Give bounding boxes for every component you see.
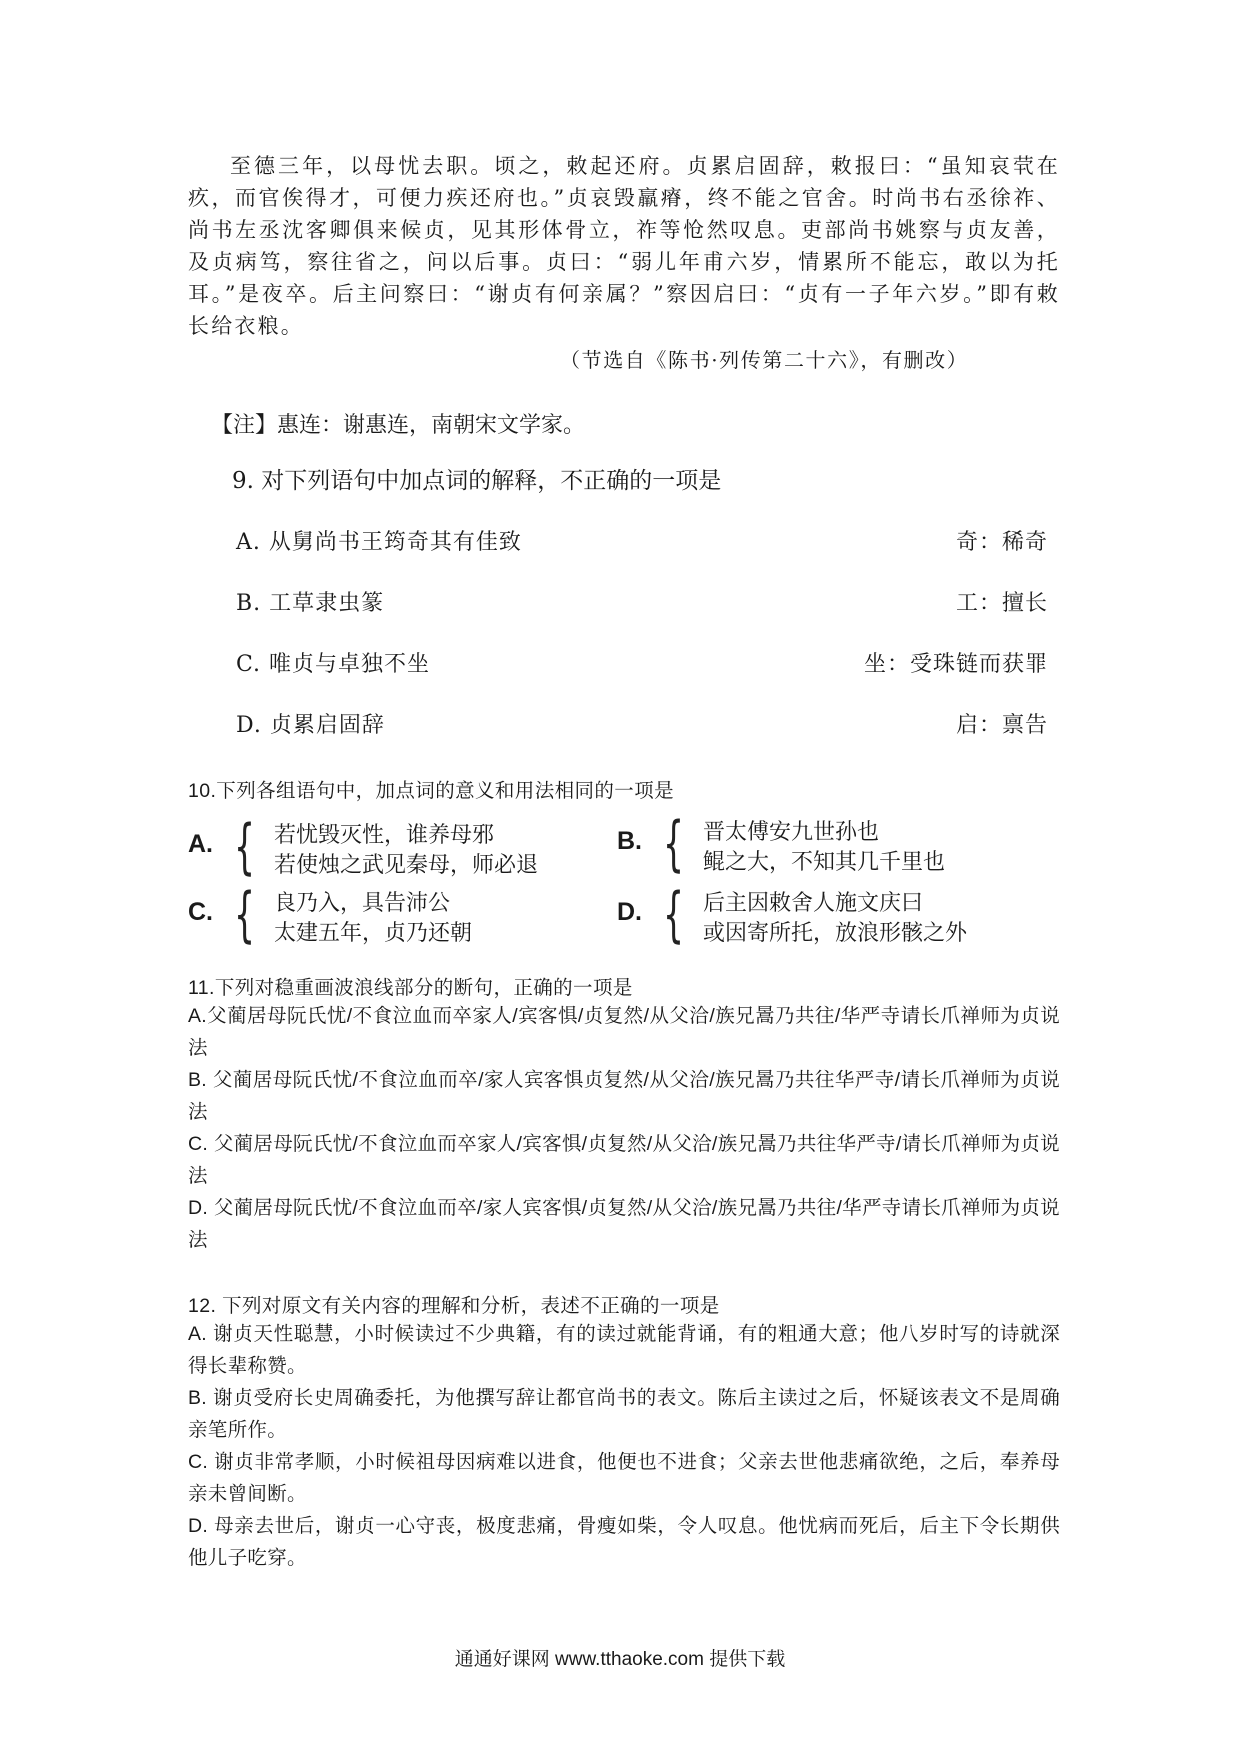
question-12-stem: 12. 下列对原文有关内容的理解和分析，表述不正确的一项是: [188, 1295, 720, 1317]
question-12-option-c: C. 谢贞非常孝顺，小时候祖母因病难以进食，他便也不进食；父亲去世他悲痛欲绝，之后，奉养母亲未曾间断。: [188, 1451, 1060, 1505]
option-text: B. 工草隶虫篆: [236, 591, 385, 616]
question-11-option-a: A.父蔺居母阮氏忧/不食泣血而卒家人/宾客惧/贞复然/从父洽/族兄暠乃共往/华严寺请长爪禅师为贞说法: [188, 1005, 1060, 1059]
question-12-option-a: A. 谢贞天性聪慧，小时候读过不少典籍，有的读过就能背诵，有的粗通大意；他八岁时写的诗就深得长辈称赞。: [188, 1323, 1060, 1377]
group-sentence-2: 鲲之大，不知其几千里也: [703, 849, 946, 874]
group-sentence-2: 或因寄所托，放浪形骸之外: [703, 920, 968, 945]
group-letter: D.: [617, 898, 642, 926]
question-12-option-d: D. 母亲去世后，谢贞一心守丧，极度悲痛，骨瘦如柴，令人叹息。他忧病而死后，后主下令长期供他儿子吃穿。: [188, 1515, 1060, 1569]
group-sentence-2: 太建五年，贞乃还朝: [274, 920, 473, 945]
question-9-stem: 9. 对下列语句中加点词的解释，不正确的一项是: [232, 468, 722, 494]
group-sentence-2: 若使烛之武见秦母，师必退: [274, 852, 539, 877]
brace-icon: {: [234, 880, 256, 950]
question-9-option-a: [236, 525, 1048, 561]
classical-passage: [188, 150, 1060, 342]
question-11-stem: 11.下列对稳重画波浪线部分的断句，正确的一项是: [188, 977, 633, 999]
group-sentence-1: 后主因敕舍人施文庆曰: [703, 890, 924, 915]
group-sentence-1: 良乃入，具告沛公: [274, 890, 451, 915]
option-gloss: 启：禀告: [955, 713, 1048, 738]
group-sentence-1: 若忧毁灭性，谁养母邪: [274, 822, 495, 847]
question-12-option-b: B. 谢贞受府长史周确委托，为他撰写辞让都官尚书的表文。陈后主读过之后，怀疑该表文不是周确亲笔所作。: [188, 1387, 1060, 1441]
question-11-option-c: C. 父蔺居母阮氏忧/不食泣血而卒家人/宾客惧/贞复然/从父洽/族兄暠乃共往华严寺/请长爪禅师为贞说法: [188, 1133, 1060, 1187]
question-9-option-d: [236, 708, 1048, 744]
option-gloss: 工：擅长: [955, 591, 1048, 616]
brace-icon: {: [663, 809, 685, 879]
passage-source: （节选自《陈书·列传第二十六》，有删改）: [560, 348, 969, 372]
passage-paragraph: 至德三年，以母忧去职。顷之，敕起还府。贞累启固辞，敕报曰：“虽知哀茕在疚，而官俟得才，可便力疾还府也。”贞哀毁羸瘠，终不能之官舍。时尚书右丞徐祚、尚书左丞沈客卿俱来候贞，见其形体骨立，祚等怆然叹息。吏部尚书姚察与贞友善，及贞病笃，察往省之，问以后事。贞曰：“弱儿年甫六岁，情累所不能忘，敢以为托耳。”是夜卒。后主问察曰：“谢贞有何亲属？”察因启曰：“贞有一子年六岁。”即有敕长给衣粮。: [188, 154, 1060, 338]
question-11-option-d: D. 父蔺居母阮氏忧/不食泣血而卒/家人宾客惧/贞复然/从父洽/族兄暠乃共往/华严寺请长爪禅师为贞说法: [188, 1197, 1060, 1251]
question-9-option-c: [236, 647, 1048, 683]
group-letter: B.: [617, 827, 642, 855]
annotation-note: 【注】惠连：谢惠连，南朝宋文学家。: [211, 413, 586, 438]
brace-icon: {: [234, 812, 256, 882]
option-gloss: 坐：受珠链而获罪: [863, 652, 1048, 677]
group-letter: A.: [188, 830, 213, 858]
question-9-option-b: [236, 586, 1048, 622]
option-text: D. 贞累启固辞: [236, 713, 385, 738]
question-10-stem: 10.下列各组语句中，加点词的意义和用法相同的一项是: [188, 780, 675, 802]
group-sentence-1: 晋太傅安九世孙也: [703, 819, 880, 844]
option-gloss: 奇：稀奇: [955, 530, 1048, 555]
footer-credit: 通通好课网 www.tthaoke.com 提供下载: [454, 1649, 786, 1670]
question-11-option-b: B. 父蔺居母阮氏忧/不食泣血而卒/家人宾客惧贞复然/从父洽/族兄暠乃共往华严寺/请长爪禅师为贞说法: [188, 1069, 1060, 1123]
option-text: C. 唯贞与卓独不坐: [236, 652, 431, 677]
group-letter: C.: [188, 898, 213, 926]
brace-icon: {: [663, 880, 685, 950]
option-text: A. 从舅尚书王筠奇其有佳致: [236, 530, 522, 555]
